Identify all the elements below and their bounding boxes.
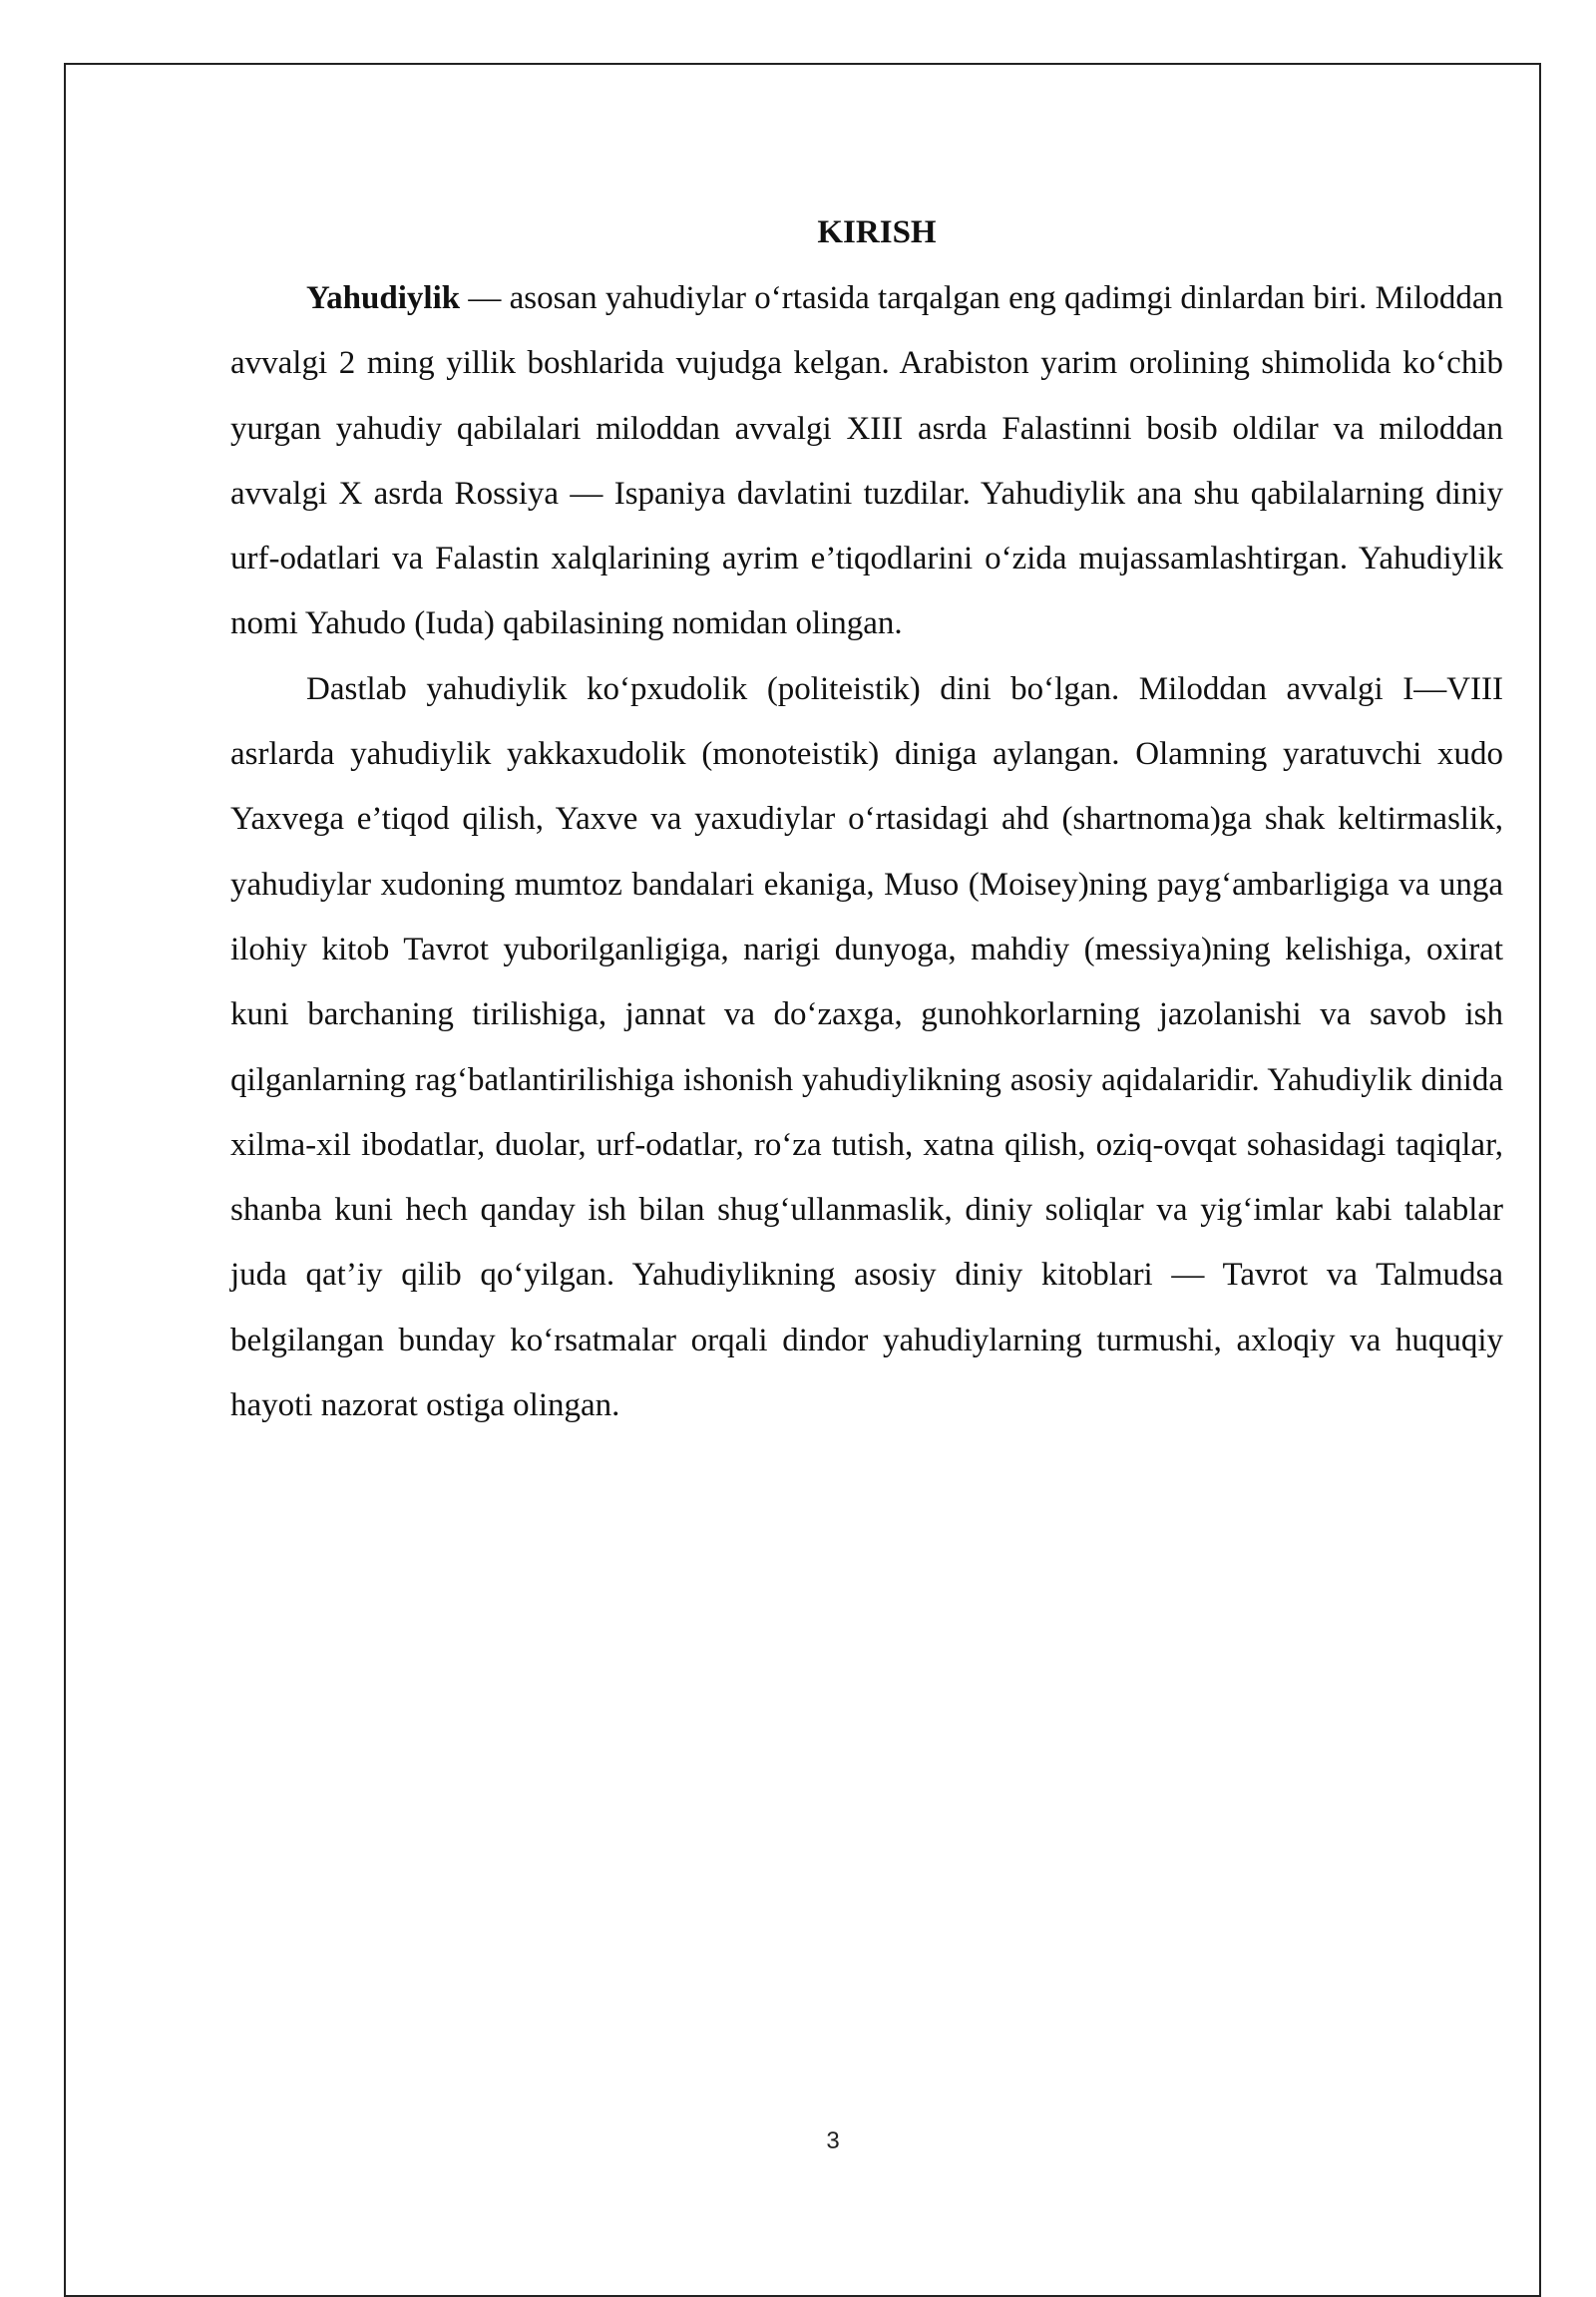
section-heading: KIRISH — [817, 214, 937, 250]
paragraph-1-lead-term: Yahudiylik — [306, 280, 461, 316]
page-number: 3 — [826, 2127, 840, 2154]
paragraph-2-text: Dastlab yahudiylik ko‘pxudolik (politeistik) dini bo‘lgan. Miloddan avvalgi I—VIII asrlarda yahudiylik yakkaxudolik (monoteistik) diniga aylangan. Olamning yaratuvchi xudo Yaxvega e’tiqod qilish, Yaxve va yaxudiylar o‘rtasidagi ahd (shartnoma)ga shak keltirmaslik, yahudiylar xudoning mumtoz bandalari ekaniga, Muso (Moisey)ning payg‘ambarligiga va unga ilohiy kitob Tavrot yuborilganligiga, narigi dunyoga, mahdiy (messiya)ning kelishiga, oxirat kuni barchaning tirilishiga, jannat va do‘zaxga, gunohkorlarning jazolanishi va savob ish qilganlarning rag‘batlantirilishiga ishonish yahudiylikning asosiy aqidalaridir. Yahudiylik dinida xilma-xil ibodatlar, duolar, urf-odatlar, ro‘za tutish, xatna qilish, oziq-ovqat sohasidagi taqiqlar, shanba kuni hech qanday ish bilan shug‘ullanmaslik, diniy soliqlar va yig‘imlar kabi talablar juda qat’iy qilib qo‘yilgan. Yahudiylikning asosiy diniy kitoblari — Tavrot va Talmudsa belgilangan bunday ko‘rsatmalar orqali dindor yahudiylarning turmushi, axloqiy va huquqiy hayoti nazorat ostiga olingan. — [230, 670, 1503, 1424]
paragraph-1 — [230, 266, 1503, 657]
paragraph-2 — [230, 657, 1503, 1439]
paragraph-1-text: — asosan yahudiylar o‘rtasida tarqalgan eng qadimgi dinlardan biri. Miloddan avvalgi 2 ming yillik boshlarida vujudga kelgan. Arabiston yarim orolining shimolida ko‘chib yurgan yahudiy qabilalari miloddan avvalgi XIII asrda Falastinni bosib oldilar va miloddan avvalgi X asrda Rossiya — Ispaniya davlatini tuzdilar. Yahudiylik ana shu qabilalarning diniy urf-odatlari va Falastin xalqlarining ayrim e’tiqodlarini o‘zida mujassamlashtirgan. Yahudiylik nomi Yahudo (Iuda) qabilasining nomidan olingan. — [230, 280, 1503, 642]
document-body — [230, 202, 1503, 1438]
